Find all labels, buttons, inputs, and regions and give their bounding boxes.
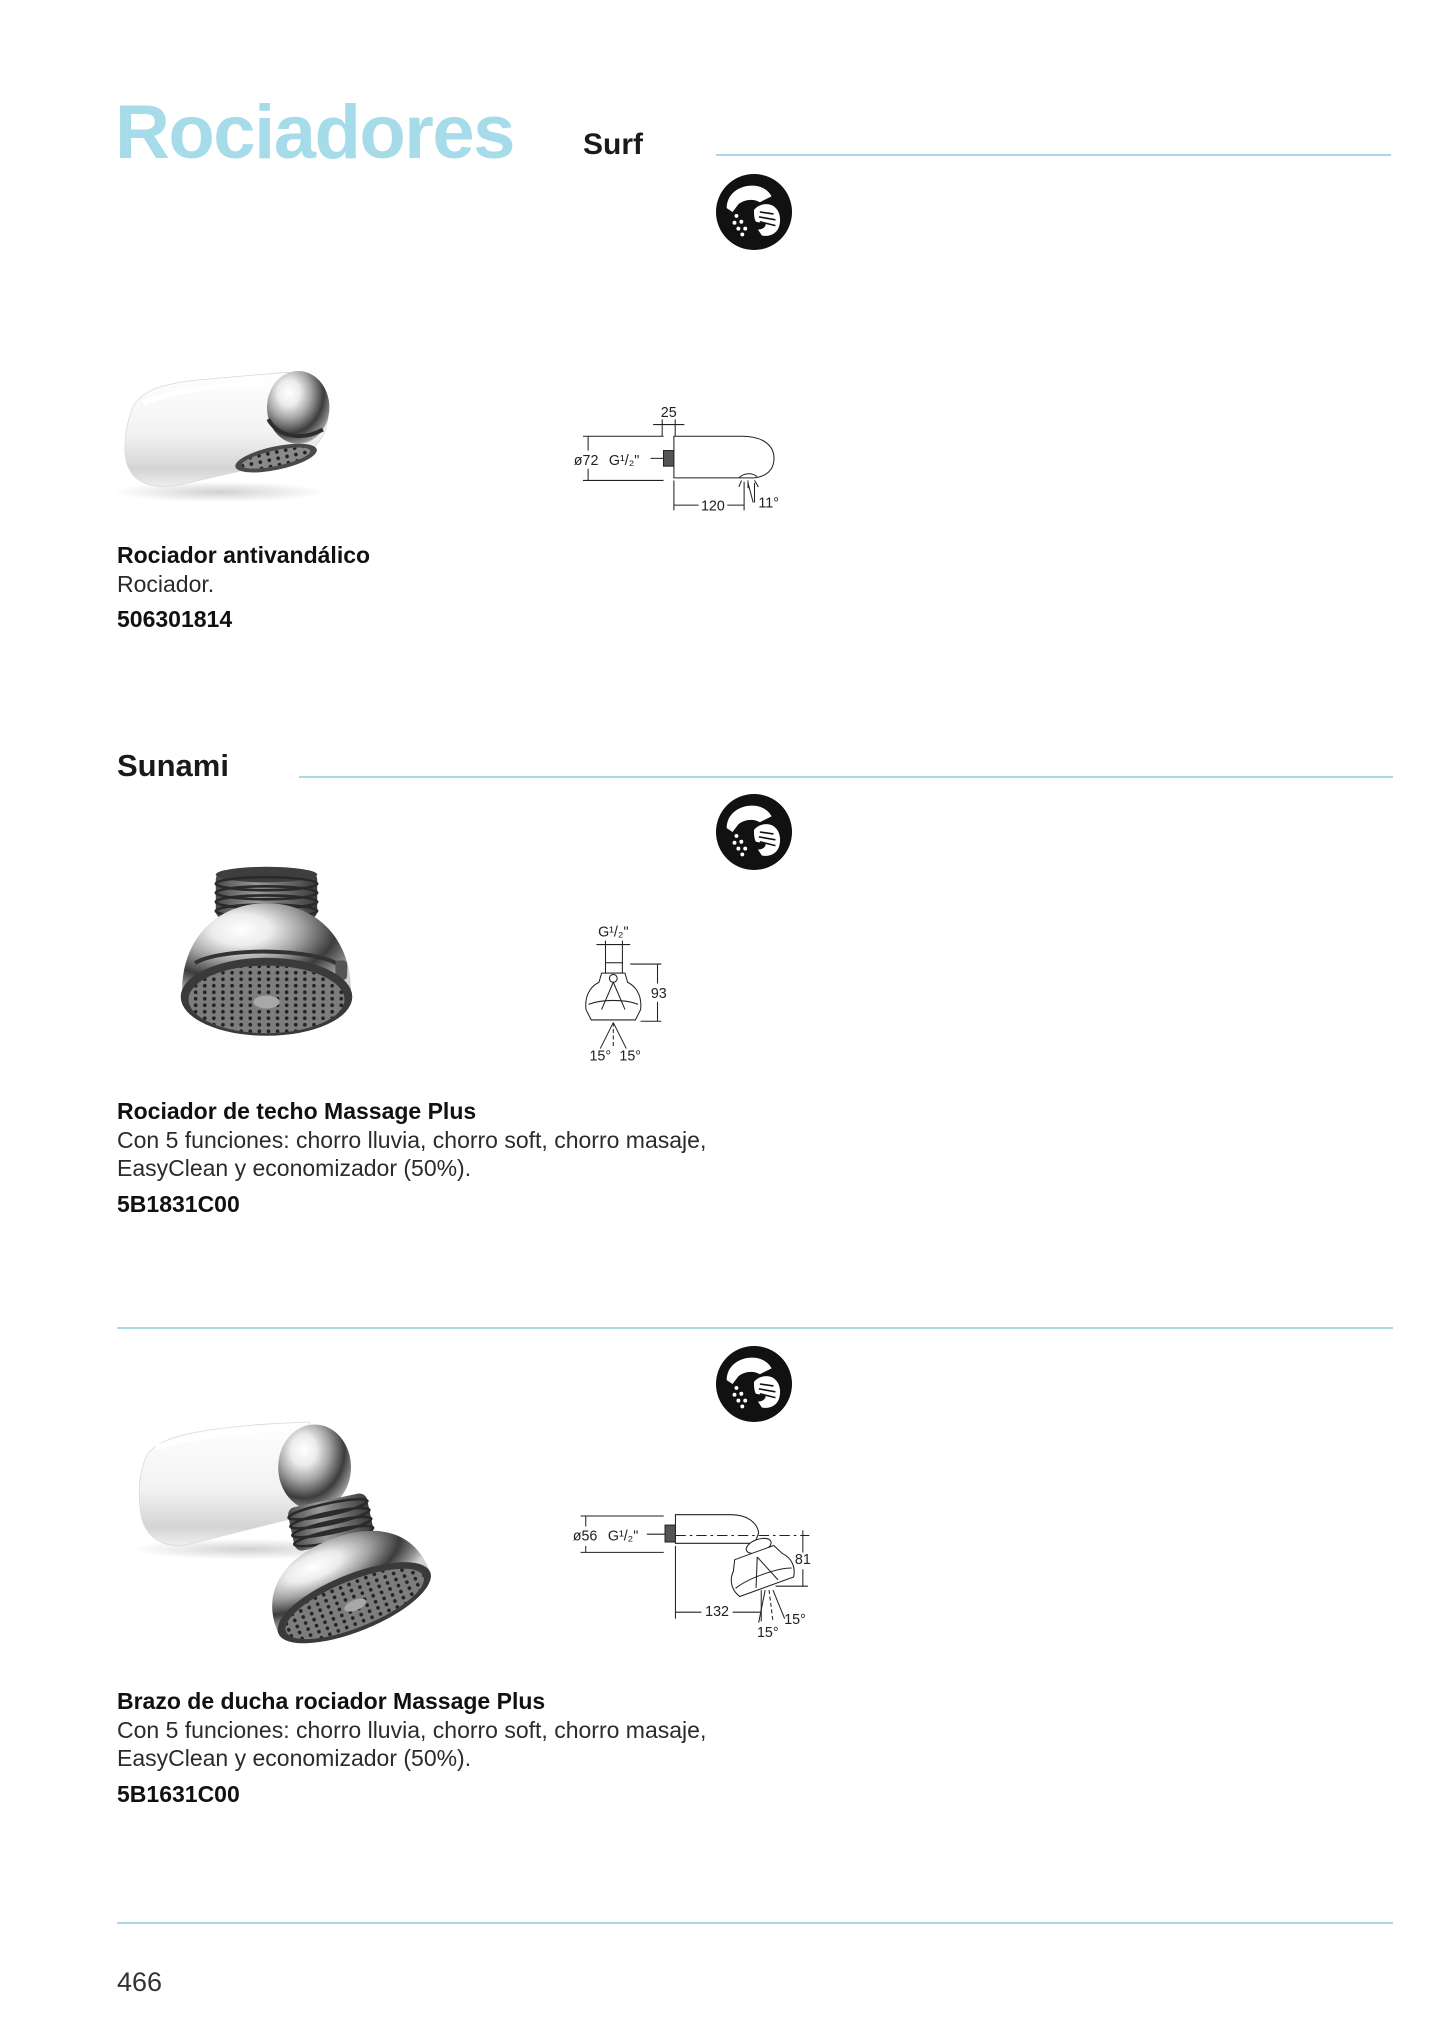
arm-outline [675,1515,758,1544]
center-line [769,1590,773,1621]
footer-divider [117,1922,1393,1924]
photo-shadow [112,482,325,503]
section-divider [117,1327,1393,1329]
thread-connector [664,451,674,467]
angle-line [748,483,753,503]
product-photo-rociador-techo [169,859,364,1054]
page-number: 466 [117,1967,163,1997]
dimension-label-length: 120 [700,498,725,515]
series-heading-surf: Surf [583,128,643,161]
dimension-label-angle-right: 15° [619,1048,642,1065]
body-outline [674,436,774,478]
dimension-label-angle-left: 15° [756,1624,779,1641]
spray-line [600,1023,613,1049]
spray-line [773,1590,785,1619]
dimension-label-height: 93 [650,985,667,1002]
product-code: 5B1831C00 [117,1190,240,1217]
product-photo-rociador-antivandalico [111,358,345,514]
technical-drawing-sunami [573,917,690,1067]
hand-shower-icon [715,793,793,871]
dimension-label-height: 81 [794,1552,811,1569]
dimension-label-width: 25 [660,404,677,421]
hand-shower-icon-graphic [716,174,792,250]
thread-connector [606,963,623,973]
product-info-surf [117,541,370,634]
dimension-label-angle-left: 15° [589,1048,612,1065]
technical-drawing-brazo [566,1503,820,1646]
head-outline [586,973,641,1020]
dimension-label-length: 132 [705,1604,729,1621]
spray-line [613,1023,626,1049]
dimension-label-thread: G¹/₂" [598,924,629,941]
chrome-knob [278,1424,351,1510]
section-divider [716,154,1391,156]
product-description-line: EasyClean y economizador (50%). [117,1745,472,1772]
page-title: Rociadores [115,90,514,175]
spray-line [755,480,759,487]
dimension-label-angle: 11° [758,495,779,512]
product-code: 506301814 [117,606,233,633]
section-divider [299,776,1393,778]
product-name: Rociador antivandálico [117,542,371,568]
head-outline [724,1542,797,1598]
hand-shower-icon-graphic [716,794,792,870]
hand-shower-icon [715,173,793,251]
series-heading-sunami: Sunami [117,748,229,783]
technical-drawing-surf [566,397,787,521]
dimension-label-angle-right: 15° [784,1611,806,1628]
thread-connector [665,1525,675,1542]
product-name: Rociador de techo Massage Plus [117,1098,477,1124]
head-drawing [724,1542,797,1598]
product-description: Rociador. [117,570,215,597]
hand-shower-icon [715,1345,793,1423]
dimension-label-thread: G¹/₂" [607,1528,639,1545]
dimension-label-diameter: ø72 [573,452,599,469]
product-description-line: Con 5 funciones: chorro lluvia, chorro soft, chorro masaje, [117,1716,707,1743]
product-code: 5B1631C00 [117,1780,240,1807]
hand-shower-icon-graphic [716,1346,792,1422]
face-center [254,996,280,1009]
product-info-brazo [117,1687,706,1808]
dimension-label-diameter: ø56 [572,1528,598,1545]
product-photo-brazo-ducha [130,1406,442,1647]
spray-line [739,480,742,487]
spray-line [759,1590,766,1623]
product-description-line: Con 5 funciones: chorro lluvia, chorro soft, chorro masaje, [117,1126,707,1153]
product-info-sunami [117,1097,706,1218]
product-name: Brazo de ducha rociador Massage Plus [117,1688,546,1714]
product-description-line: EasyClean y economizador (50%). [117,1155,472,1182]
dimension-label-thread: G¹/₂" [608,452,640,469]
